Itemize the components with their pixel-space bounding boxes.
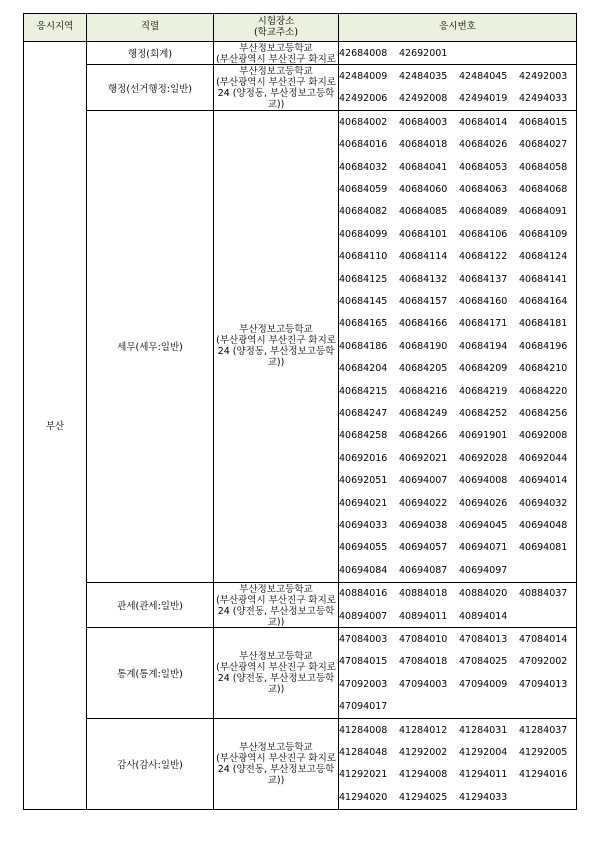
exam-number: 41294025 bbox=[399, 791, 448, 803]
exam-number: 40684266 bbox=[399, 430, 448, 442]
position-cell: 감사(감사:일반) bbox=[87, 718, 214, 809]
position-cell: 관세(관세:일반) bbox=[87, 582, 214, 628]
exam-number: 40692051 bbox=[339, 475, 388, 487]
exam-number: 40884037 bbox=[519, 588, 568, 600]
exam-number: 40684089 bbox=[459, 206, 508, 218]
exam-place-text: 부산정보고등학교 (부산광역시 부산진구 화지로 bbox=[216, 43, 336, 64]
exam-number: 47092002 bbox=[519, 656, 568, 668]
exam-number: 40684106 bbox=[459, 228, 508, 240]
exam-place-text: 부산정보고등학교 (부산광역시 부산진구 화지로 24 (양전동, 부산정보고등학교)) bbox=[216, 583, 336, 627]
exam-number: 40684258 bbox=[339, 430, 388, 442]
exam-number: 40684085 bbox=[399, 206, 448, 218]
exam-number: 41292021 bbox=[339, 769, 388, 781]
position-cell: 세무(세무:일반) bbox=[87, 111, 214, 582]
region-cell: 부산 bbox=[24, 42, 87, 810]
exam-number: 40684027 bbox=[519, 139, 568, 151]
exam-number: 42494033 bbox=[519, 93, 568, 105]
exam-number: 40684058 bbox=[519, 161, 568, 173]
exam-number-row bbox=[339, 786, 576, 808]
exam-number: 40684122 bbox=[459, 251, 508, 263]
exam-number: 40694032 bbox=[519, 497, 568, 509]
exam-number-row bbox=[339, 605, 576, 627]
table-row bbox=[24, 111, 577, 582]
exam-number: 40684157 bbox=[399, 296, 448, 307]
exam-number-row bbox=[339, 201, 576, 223]
exam-table-page bbox=[23, 13, 576, 810]
exam-number: 40684194 bbox=[459, 340, 508, 352]
exam-number-row bbox=[339, 65, 576, 87]
exam-number: 47084015 bbox=[339, 656, 388, 668]
exam-number: 41284008 bbox=[339, 724, 388, 736]
exam-number: 41292002 bbox=[399, 747, 448, 759]
exam-numbers-cell bbox=[339, 718, 577, 809]
exam-numbers-cell bbox=[339, 582, 577, 628]
exam-number: 47084014 bbox=[519, 634, 568, 646]
exam-number: 40684026 bbox=[459, 139, 508, 151]
exam-number: 40684109 bbox=[519, 228, 568, 240]
exam-number-row bbox=[339, 380, 576, 402]
position-cell: 통계(통계:일반) bbox=[87, 628, 214, 719]
exam-number-row bbox=[339, 290, 576, 312]
exam-number: 41294016 bbox=[519, 769, 568, 781]
exam-number: 40692044 bbox=[519, 452, 568, 464]
exam-number: 42492006 bbox=[339, 93, 388, 105]
exam-number: 40894011 bbox=[399, 610, 448, 622]
table-body bbox=[24, 42, 577, 810]
exam-number: 40684059 bbox=[339, 184, 388, 196]
exam-number: 40684216 bbox=[399, 385, 448, 397]
table-row bbox=[24, 628, 577, 719]
exam-number: 40684252 bbox=[459, 407, 508, 419]
exam-number-row bbox=[339, 357, 576, 379]
exam-number: 41284048 bbox=[339, 747, 388, 759]
exam-number-row bbox=[339, 88, 576, 110]
header-numbers: 응시번호 bbox=[339, 14, 577, 42]
exam-number-row bbox=[339, 492, 576, 514]
exam-number: 41294020 bbox=[339, 791, 388, 803]
exam-number: 47094009 bbox=[459, 678, 508, 690]
exam-number: 40884016 bbox=[339, 588, 388, 600]
exam-number: 40684016 bbox=[339, 139, 388, 151]
exam-number: 47092003 bbox=[339, 678, 388, 690]
exam-number-row bbox=[339, 696, 576, 718]
exam-number: 41284012 bbox=[399, 724, 448, 736]
exam-number-row bbox=[339, 42, 576, 64]
exam-number: 42492003 bbox=[519, 71, 568, 83]
exam-number: 40684186 bbox=[339, 340, 388, 352]
position-cell: 행정(회계) bbox=[87, 42, 214, 65]
exam-number-row bbox=[339, 628, 576, 650]
exam-number: 47084025 bbox=[459, 656, 508, 668]
exam-place-text: 부산정보고등학교 (부산광역시 부산진구 화지로 24 (양정동, 부산정보고등학교)) bbox=[216, 66, 336, 110]
exam-number-row bbox=[339, 156, 576, 178]
exam-number: 40694071 bbox=[459, 542, 508, 554]
exam-number-row bbox=[339, 651, 576, 673]
exam-number: 40684165 bbox=[339, 318, 388, 330]
exam-number: 40692008 bbox=[519, 430, 568, 442]
exam-number-row bbox=[339, 134, 576, 156]
table-header-row bbox=[24, 14, 577, 42]
exam-number: 40694084 bbox=[339, 564, 388, 576]
exam-number-row bbox=[339, 402, 576, 424]
header-position: 직렬 bbox=[87, 14, 214, 42]
exam-number: 40692016 bbox=[339, 452, 388, 464]
exam-number: 47084010 bbox=[399, 634, 448, 646]
exam-number: 40691901 bbox=[459, 430, 508, 442]
exam-number: 40684003 bbox=[399, 116, 448, 128]
exam-number: 40694026 bbox=[459, 497, 508, 509]
exam-number: 40684171 bbox=[459, 318, 508, 330]
exam-number: 47094013 bbox=[519, 678, 568, 690]
exam-number: 41292005 bbox=[519, 747, 568, 759]
exam-numbers-cell bbox=[339, 628, 577, 719]
exam-numbers-cell bbox=[339, 42, 577, 65]
exam-number: 40884018 bbox=[399, 588, 448, 600]
exam-number: 40694057 bbox=[399, 542, 448, 554]
exam-number-row bbox=[339, 223, 576, 245]
exam-number-row bbox=[339, 583, 576, 605]
exam-number: 41294033 bbox=[459, 791, 508, 803]
exam-number-row bbox=[339, 741, 576, 763]
exam-number: 40684041 bbox=[399, 161, 448, 173]
exam-number: 42494019 bbox=[459, 93, 508, 105]
exam-number: 40684247 bbox=[339, 407, 388, 419]
exam-number: 40694097 bbox=[459, 564, 508, 576]
table-row bbox=[24, 718, 577, 809]
exam-number: 40684160 bbox=[459, 296, 508, 307]
exam-number: 40684053 bbox=[459, 161, 508, 173]
exam-number: 40684101 bbox=[399, 228, 448, 240]
exam-number: 47084013 bbox=[459, 634, 508, 646]
exam-number: 40684063 bbox=[459, 184, 508, 196]
exam-number-row bbox=[339, 469, 576, 491]
exam-number: 40684145 bbox=[339, 296, 388, 307]
table-row bbox=[24, 582, 577, 628]
exam-place-text: 부산정보고등학교 (부산광역시 부산진구 화지로 24 (양전동, 부산정보고등학교)) bbox=[216, 651, 336, 696]
exam-numbers-cell bbox=[339, 111, 577, 582]
exam-place-cell bbox=[214, 111, 339, 582]
exam-number: 40694033 bbox=[339, 519, 388, 531]
exam-number: 40684060 bbox=[399, 184, 448, 196]
exam-number: 40684181 bbox=[519, 318, 568, 330]
exam-number-row bbox=[339, 764, 576, 786]
exam-number: 40694014 bbox=[519, 475, 568, 487]
exam-number: 40694045 bbox=[459, 519, 508, 531]
exam-number-row bbox=[339, 425, 576, 447]
exam-number: 42492008 bbox=[399, 93, 448, 105]
exam-number: 40692028 bbox=[459, 452, 508, 464]
exam-number: 40694048 bbox=[519, 519, 568, 531]
exam-number-row bbox=[339, 335, 576, 357]
exam-number: 40684015 bbox=[519, 116, 568, 128]
exam-number-row bbox=[339, 268, 576, 290]
exam-number: 40684137 bbox=[459, 273, 508, 285]
exam-number: 40692021 bbox=[399, 452, 448, 464]
exam-number-row bbox=[339, 178, 576, 200]
exam-number: 41294011 bbox=[459, 769, 508, 781]
exam-place-cell bbox=[214, 582, 339, 628]
exam-number: 41294008 bbox=[399, 769, 448, 781]
exam-number: 40684256 bbox=[519, 407, 568, 419]
exam-number: 42684008 bbox=[339, 47, 388, 59]
exam-number: 40684166 bbox=[399, 318, 448, 330]
header-region: 응시지역 bbox=[24, 14, 87, 42]
exam-number: 40684210 bbox=[519, 363, 568, 375]
exam-number: 40684125 bbox=[339, 273, 388, 285]
exam-location-table bbox=[23, 13, 577, 810]
exam-place-cell bbox=[214, 628, 339, 719]
exam-number: 42692001 bbox=[399, 47, 448, 59]
exam-number: 40684014 bbox=[459, 116, 508, 128]
exam-number: 40884020 bbox=[459, 588, 508, 600]
exam-place-cell bbox=[214, 42, 339, 65]
position-cell: 행정(선거행정:일반) bbox=[87, 65, 214, 111]
exam-number: 40894007 bbox=[339, 610, 388, 622]
exam-number: 40694022 bbox=[399, 497, 448, 509]
exam-number: 47084018 bbox=[399, 656, 448, 668]
exam-number-row bbox=[339, 246, 576, 268]
exam-number: 42484045 bbox=[459, 71, 508, 83]
exam-number-row bbox=[339, 719, 576, 741]
exam-number: 40684164 bbox=[519, 296, 568, 307]
exam-place-text: 부산정보고등학교 (부산광역시 부산진구 화지로 24 (양정동, 부산정보고등학교)) bbox=[216, 324, 336, 369]
exam-number: 40684209 bbox=[459, 363, 508, 375]
exam-number: 47094003 bbox=[399, 678, 448, 690]
table-row bbox=[24, 65, 577, 111]
exam-number: 40684110 bbox=[339, 251, 388, 263]
exam-number: 40694021 bbox=[339, 497, 388, 509]
exam-number: 40694008 bbox=[459, 475, 508, 487]
exam-place-text: 부산정보고등학교 (부산광역시 부산진구 화지로 24 (양전동, 부산정보고등학교)) bbox=[216, 741, 336, 786]
exam-number: 40684114 bbox=[399, 251, 448, 263]
exam-number: 40684196 bbox=[519, 340, 568, 352]
exam-number: 40684099 bbox=[339, 228, 388, 240]
exam-number: 41292004 bbox=[459, 747, 508, 759]
exam-number: 40684215 bbox=[339, 385, 388, 397]
exam-number: 47084003 bbox=[339, 634, 388, 646]
exam-number: 40684018 bbox=[399, 139, 448, 151]
exam-number-row bbox=[339, 537, 576, 559]
exam-number: 40684141 bbox=[519, 273, 568, 285]
exam-place-cell bbox=[214, 65, 339, 111]
exam-number-row bbox=[339, 559, 576, 581]
exam-number: 42484035 bbox=[399, 71, 448, 83]
exam-number: 40684190 bbox=[399, 340, 448, 352]
exam-number-row bbox=[339, 514, 576, 536]
header-place-label: 시험장소 (학교주소) bbox=[253, 15, 299, 38]
exam-place-cell bbox=[214, 718, 339, 809]
table-row bbox=[24, 42, 577, 65]
exam-number: 40684219 bbox=[459, 385, 508, 397]
exam-number-row bbox=[339, 447, 576, 469]
exam-number: 40694007 bbox=[399, 475, 448, 487]
exam-number-row bbox=[339, 111, 576, 133]
exam-number: 40684204 bbox=[339, 363, 388, 375]
exam-number: 47094017 bbox=[339, 701, 388, 713]
exam-number-row bbox=[339, 313, 576, 335]
exam-number: 41284031 bbox=[459, 724, 508, 736]
exam-number: 40684002 bbox=[339, 116, 388, 128]
exam-number: 40684091 bbox=[519, 206, 568, 218]
exam-number: 40694055 bbox=[339, 542, 388, 554]
exam-number: 40694038 bbox=[399, 519, 448, 531]
exam-number: 40684205 bbox=[399, 363, 448, 375]
exam-number: 40684082 bbox=[339, 206, 388, 218]
exam-number: 41284037 bbox=[519, 724, 568, 736]
exam-number: 40684249 bbox=[399, 407, 448, 419]
header-place bbox=[214, 14, 339, 42]
exam-number: 40894014 bbox=[459, 610, 508, 622]
exam-number: 40694081 bbox=[519, 542, 568, 554]
exam-number: 40684032 bbox=[339, 161, 388, 173]
exam-number: 40684132 bbox=[399, 273, 448, 285]
exam-number-row bbox=[339, 673, 576, 695]
exam-number: 40684124 bbox=[519, 251, 568, 263]
exam-number: 40684220 bbox=[519, 385, 568, 397]
exam-number: 40684068 bbox=[519, 184, 568, 196]
exam-number: 40694087 bbox=[399, 564, 448, 576]
exam-number: 42484009 bbox=[339, 71, 388, 83]
exam-numbers-cell bbox=[339, 65, 577, 111]
